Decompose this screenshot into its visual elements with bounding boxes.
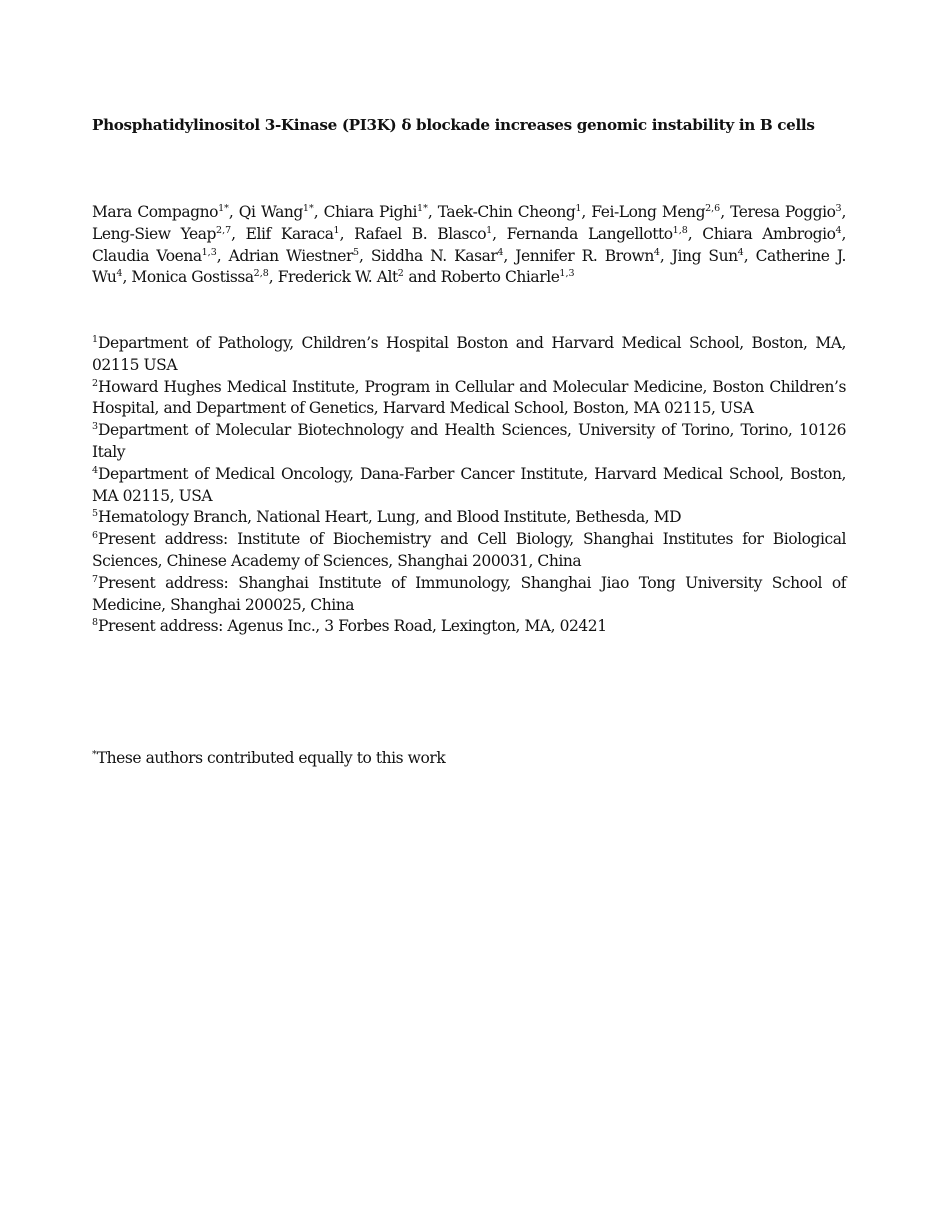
author-name: Taek-Chin Cheong xyxy=(437,203,576,221)
author-affiliation-marker: 1,3 xyxy=(559,268,575,280)
author-separator: , xyxy=(841,203,846,221)
author-separator: , xyxy=(720,203,731,221)
affiliation-text: Present address: Agenus Inc., 3 Forbes Road, Lexington, MA, 02421 xyxy=(98,617,607,636)
author-affiliation-marker: 4 xyxy=(116,268,123,280)
author xyxy=(229,247,359,265)
affiliation-text: Department of Medical Oncology, Dana-Farber Cancer Institute, Harvard Medical School, Boston, MA 02115, USA xyxy=(92,464,846,505)
author xyxy=(371,247,504,265)
affiliation-item xyxy=(92,573,846,617)
affiliation-text: Department of Pathology, Children’s Hospital Boston and Harvard Medical School, Boston, MA, 02115 USA xyxy=(92,334,846,374)
affiliation-text: Howard Hughes Medical Institute, Program in Cellular and Molecular Medicine, Boston Children’s Hospital, and Department of Genetics, Harvard Medical School, Boston, MA 02115, USA xyxy=(92,377,846,418)
author-affiliation-marker: 1* xyxy=(302,203,314,214)
author-affiliation-marker: 2,8 xyxy=(253,268,269,280)
author xyxy=(702,225,841,243)
paper-title: Phosphatidylinositol 3-Kinase (PI3K) δ blockade increases genomic instability in B cells xyxy=(92,116,815,134)
author xyxy=(354,225,492,243)
author-separator: , xyxy=(743,246,756,265)
affiliation-number: 5 xyxy=(92,508,99,520)
author-affiliation-marker: 2 xyxy=(397,268,404,280)
author-name: Adrian Wiestner xyxy=(228,246,353,265)
author-affiliation-marker: 2,7 xyxy=(216,224,232,236)
author-affiliation-marker: 4 xyxy=(653,246,660,258)
author-final-separator: and xyxy=(403,268,441,287)
affiliation-number: 4 xyxy=(92,464,99,476)
author-separator: , xyxy=(687,224,703,243)
footnote-marker: * xyxy=(92,749,97,760)
author-separator: , xyxy=(503,246,516,265)
author-affiliation-marker: 4 xyxy=(497,246,504,258)
author-separator: , xyxy=(358,246,371,265)
author xyxy=(239,203,314,221)
affiliation-item xyxy=(92,377,846,421)
affiliation-number: 2 xyxy=(92,377,99,389)
affiliation-item xyxy=(92,333,846,377)
author-separator: , xyxy=(659,246,672,265)
author-name: Fei-Long Meng xyxy=(591,203,706,221)
author-name: Fernanda Langellotto xyxy=(506,224,673,243)
author xyxy=(515,247,660,265)
author-separator: , xyxy=(231,224,246,243)
author-separator: , xyxy=(268,268,278,287)
author-name: Teresa Poggio xyxy=(730,203,836,221)
author-name: Roberto Chiarle xyxy=(440,268,560,287)
author-separator: , xyxy=(841,224,846,243)
affiliation-number: 7 xyxy=(92,573,99,585)
author-separator: , xyxy=(581,203,592,221)
author-affiliation-marker: 4 xyxy=(737,246,744,258)
author-affiliation-marker: 1 xyxy=(575,203,582,214)
affiliation-text: Department of Molecular Biotechnology and Health Sciences, University of Torino, Torino, 10126 Italy xyxy=(92,421,846,461)
affiliation-item xyxy=(92,529,846,573)
author xyxy=(591,203,720,221)
equal-contribution-note xyxy=(92,748,445,770)
author-affiliation-marker: 1,3 xyxy=(201,246,217,258)
author xyxy=(507,225,688,243)
affiliation-text: Present address: Shanghai Institute of Immunology, Shanghai Jiao Tong University School of Medicine, Shanghai 200025, China xyxy=(92,573,846,614)
author-name: Chiara Ambrogio xyxy=(702,224,836,243)
affiliation-number: 3 xyxy=(92,421,99,433)
affiliation-text: Present address: Institute of Biochemistry and Cell Biology, Shanghai Institutes for Biological Sciences, Chinese Academy of Sciences, Shanghai 200031, China xyxy=(92,530,846,570)
author-name: Siddha N. Kasar xyxy=(370,246,498,265)
author-name: Monica Gostissa xyxy=(131,268,254,287)
affiliation-item xyxy=(92,616,846,638)
author xyxy=(730,203,841,221)
author-name: Chiara Pighi xyxy=(323,203,418,221)
author-separator: , xyxy=(427,203,438,221)
author-separator: , xyxy=(228,203,239,221)
author xyxy=(92,203,229,221)
author-affiliation-marker: 3 xyxy=(835,203,842,214)
author-name: Frederick W. Alt xyxy=(277,268,398,287)
affiliation-text: Hematology Branch, National Heart, Lung, and Blood Institute, Bethesda, MD xyxy=(98,508,682,527)
author-separator: , xyxy=(122,268,132,287)
author-separator: , xyxy=(492,224,507,243)
author-affiliation-marker: 1 xyxy=(333,224,340,236)
author xyxy=(438,203,582,221)
author-affiliation-marker: 1* xyxy=(417,203,428,214)
author xyxy=(92,247,217,265)
author-affiliation-marker: 2,6 xyxy=(705,203,721,214)
footnote-text: These authors contributed equally to this work xyxy=(96,749,446,767)
affiliation-item xyxy=(92,464,846,508)
author xyxy=(92,225,231,243)
author-affiliation-marker: 1* xyxy=(218,203,229,214)
author-name: Rafael B. Blasco xyxy=(354,224,487,243)
author-name: Leng-Siew Yeap xyxy=(92,224,217,243)
author xyxy=(324,203,428,221)
author-separator: , xyxy=(339,224,355,243)
author-affiliation-marker: 5 xyxy=(352,246,359,258)
author-name: Mara Compagno xyxy=(92,203,219,221)
author-name: Qi Wang xyxy=(238,203,303,221)
affiliation-item xyxy=(92,420,846,464)
author xyxy=(672,247,744,265)
affiliation-number: 1 xyxy=(92,334,99,345)
author-separator: , xyxy=(313,203,324,221)
author-name: Catherine J. Wu xyxy=(92,246,846,287)
affiliation-item xyxy=(92,507,846,529)
author-list xyxy=(92,202,846,289)
author-separator: , xyxy=(216,246,229,265)
author-name: Jing Sun xyxy=(671,246,738,265)
author xyxy=(441,268,575,286)
author xyxy=(278,268,404,286)
author-affiliation-marker: 4 xyxy=(835,224,842,236)
author-affiliation-marker: 1 xyxy=(486,224,493,236)
author-affiliation-marker: 1,8 xyxy=(672,224,688,236)
author-name: Elif Karaca xyxy=(245,224,334,243)
author-name: Claudia Voena xyxy=(92,246,202,265)
author xyxy=(246,225,340,243)
author xyxy=(131,268,268,286)
author-name: Jennifer R. Brown xyxy=(515,246,654,265)
affiliation-number: 6 xyxy=(92,530,99,542)
affiliation-number: 8 xyxy=(92,617,99,629)
affiliation-list xyxy=(92,333,846,638)
